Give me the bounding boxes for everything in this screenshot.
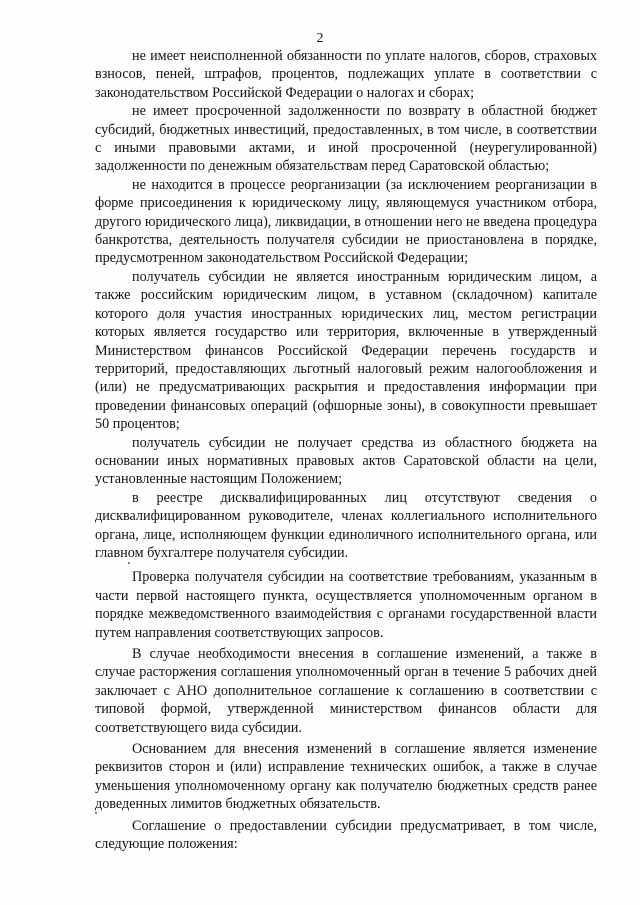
paragraph-grounds-for-changes: Основанием для внесения изменений в соглашение является изменение реквизитов сторон и (или) исправление технических ошибок, а также в случае уменьшения уполномоченному органу как получателю бюджетных средств ранее доведенных лимитов бюджетных обязательств. (95, 741, 597, 813)
document-body (95, 47, 597, 853)
paragraph-verification: Проверка получателя субсидии на соответствие требованиям, указанным в части первой настоящего пункта, осуществляется уполномоченным органом в порядке межведомственного взаимодействия с органами государственной власти путем направления соответствующих запросов. (95, 569, 597, 641)
paragraph-no-budget-debt: не имеет просроченной задолженности по возврату в областной бюджет субсидий, бюджетных инвестиций, предоставленных, в том числе, в соответствии с иными правовыми актами, и иной просроченной (неурегулированной) задолженности по денежным обязательствам перед Саратовской областью; (95, 103, 597, 175)
paragraph-disqualified-registry: в реестре дисквалифицированных лиц отсутствуют сведения о дисквалифицированном руководителе, членах коллегиального исполнительного органа, лице, исполняющем функции единоличного исполнительного органа, или главном бухгалтере получателя субсидии. (95, 489, 597, 561)
page-number: 2 (316, 31, 324, 46)
paragraph-amendments: В случае необходимости внесения в соглашение изменений, а также в случае расторжения соглашения уполномоченный орган в течение 5 рабочих дней заключает с АНО дополнительное соглашение к соглашению в соответствии с типовой формой, утвержденной министерством финансов области для соответствующего вида субсидии. (95, 646, 597, 736)
scan-speck (95, 812, 97, 814)
paragraph-no-other-funding: получатель субсидии не получает средства из областного бюджета на основании иных нормативных правовых актов Саратовской области на цели, установленные настоящим Положением; (95, 434, 597, 488)
paragraph-no-tax-debt: не имеет неисполненной обязанности по уплате налогов, сборов, страховых взносов, пеней, штрафов, процентов, подлежащих уплате в соответствии с законодательством Российской Федерации о налогах и сборах; (95, 48, 597, 101)
paragraph-not-foreign-entity: получатель субсидии не является иностранным юридическим лицом, а также российским юридическим лицом, в уставном (складочном) капитале которого доля участия иностранных юридических лиц, местом регистрации которых является государство или территория, включенные в утвержденный Министерством финансов Российской Федерации перечень государств и территорий, предоставляющих льготный налоговый режим налогообложения и (или) не предусматривающих раскрытия и предоставления информации при проведении финансовых операций (офшорные зоны), в совокупности превышает 50 процентов; (95, 268, 597, 433)
paragraph-no-reorganization: не находится в процессе реорганизации (за исключением реорганизации в форме присоединения к юридическому лицу, являющемуся участником отбора, другого юридического лица), ликвидации, в отношении него не введена процедура банкротства, деятельность получателя субсидии не приостановлена в порядке, предусмотренном законодательством Российской Федерации; (95, 176, 597, 267)
scan-speck (128, 562, 130, 564)
paragraph-agreement-provisions: Соглашение о предоставлении субсидии предусматривает, в том числе, следующие положения: (95, 817, 597, 853)
